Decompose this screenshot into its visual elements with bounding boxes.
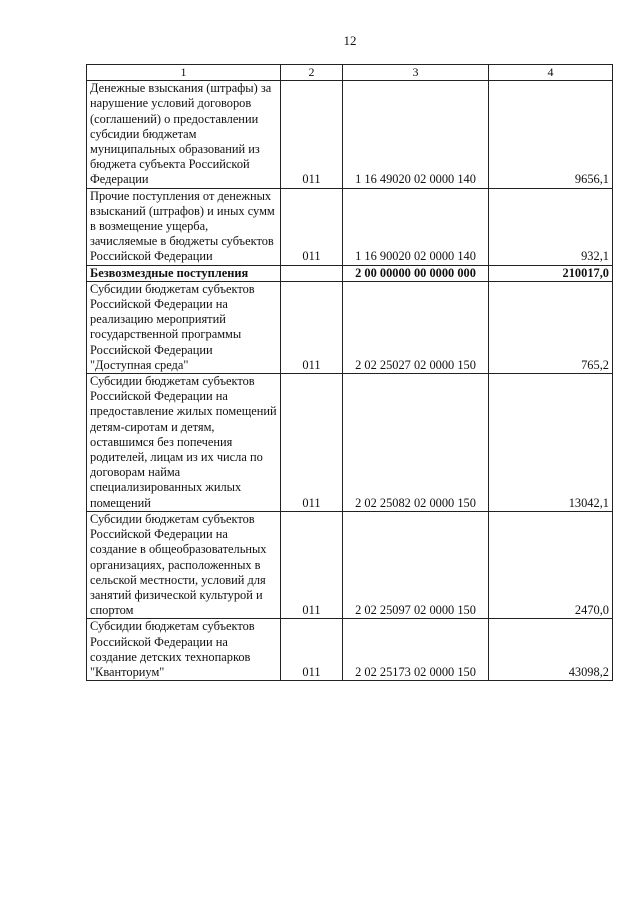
row-kbk: 2 02 25173 02 0000 150 xyxy=(343,619,489,681)
table-row xyxy=(87,188,613,265)
row-name: Субсидии бюджетам субъектов Российской Федерации на предоставление жилых помещений детям-сиротам и детям, оставшимся без попечения родителей, лицам из их числа по договорам найма специализированных жилых помещений xyxy=(87,374,281,512)
row-code xyxy=(281,265,343,281)
row-code: 011 xyxy=(281,374,343,512)
table-row xyxy=(87,374,613,512)
row-name: Безвозмездные поступления xyxy=(87,265,281,281)
table-row xyxy=(87,81,613,188)
row-code: 011 xyxy=(281,188,343,265)
row-sum: 765,2 xyxy=(489,281,613,373)
header-col-4: 4 xyxy=(489,65,613,81)
row-sum: 13042,1 xyxy=(489,374,613,512)
table-row xyxy=(87,281,613,373)
row-sum: 210017,0 xyxy=(489,265,613,281)
page-number: 12 xyxy=(343,33,357,48)
header-col-2: 2 xyxy=(281,65,343,81)
row-code: 011 xyxy=(281,281,343,373)
row-sum: 43098,2 xyxy=(489,619,613,681)
row-name: Субсидии бюджетам субъектов Российской Федерации на создание в общеобразовательных организациях, расположенных в сельской местности, условий для занятий физической культурой и спортом xyxy=(87,511,281,618)
budget-table xyxy=(86,64,613,681)
row-sum: 932,1 xyxy=(489,188,613,265)
row-name: Денежные взыскания (штрафы) за нарушение условий договоров (соглашений) о предоставлении субсидии бюджетам муниципальных образований из бюджета субъекта Российской Федерации xyxy=(87,81,281,188)
row-name: Субсидии бюджетам субъектов Российской Федерации на создание детских технопарков "Кванториум" xyxy=(87,619,281,681)
row-sum: 2470,0 xyxy=(489,511,613,618)
row-kbk: 2 02 25027 02 0000 150 xyxy=(343,281,489,373)
row-name: Субсидии бюджетам субъектов Российской Федерации на реализацию мероприятий государственной программы Российской Федерации "Доступная среда" xyxy=(87,281,281,373)
row-kbk: 2 00 00000 00 0000 000 xyxy=(343,265,489,281)
row-kbk: 1 16 90020 02 0000 140 xyxy=(343,188,489,265)
row-sum: 9656,1 xyxy=(489,81,613,188)
row-name: Прочие поступления от денежных взысканий (штрафов) и иных сумм в возмещение ущерба, зачисляемые в бюджеты субъектов Российской Федерации xyxy=(87,188,281,265)
table-row xyxy=(87,265,613,281)
table-body xyxy=(87,81,613,681)
row-kbk: 2 02 25082 02 0000 150 xyxy=(343,374,489,512)
row-code: 011 xyxy=(281,511,343,618)
header-row xyxy=(87,65,613,81)
table-row xyxy=(87,511,613,618)
row-kbk: 1 16 49020 02 0000 140 xyxy=(343,81,489,188)
row-code: 011 xyxy=(281,619,343,681)
table-row xyxy=(87,619,613,681)
row-kbk: 2 02 25097 02 0000 150 xyxy=(343,511,489,618)
header-col-1: 1 xyxy=(87,65,281,81)
header-col-3: 3 xyxy=(343,65,489,81)
row-code: 011 xyxy=(281,81,343,188)
